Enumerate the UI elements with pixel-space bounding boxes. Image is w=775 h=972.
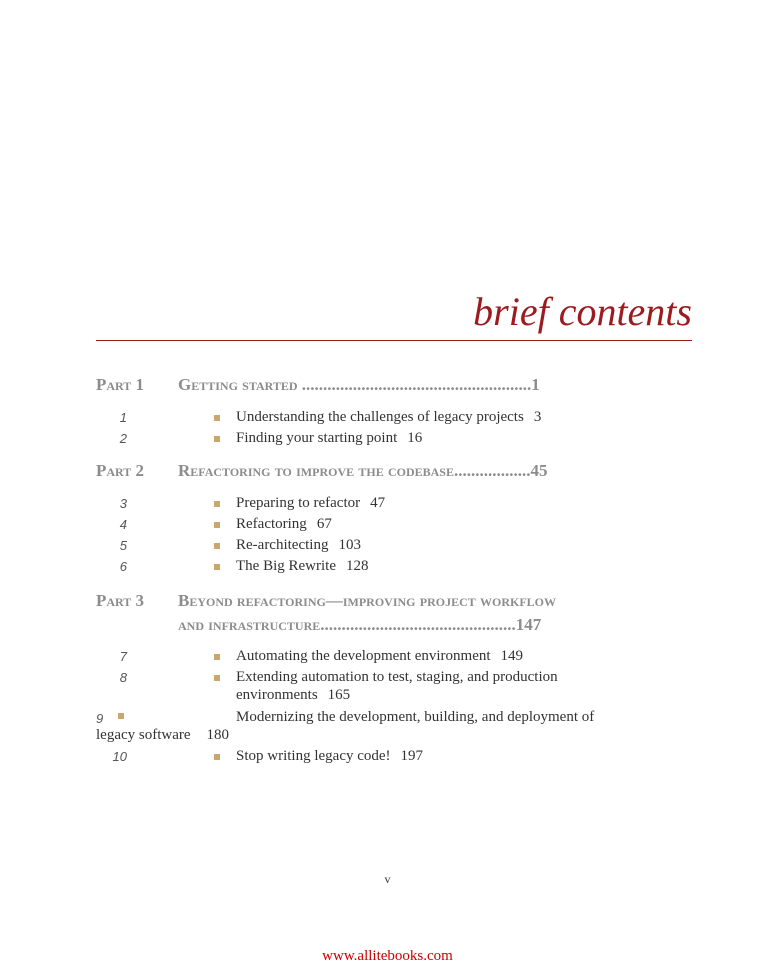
chapter-entry[interactable] <box>0 648 700 668</box>
chapter-entry[interactable] <box>0 430 700 450</box>
chapter-title-line <box>236 409 541 426</box>
part-title-line1: Beyond refactoring—improving project workflow <box>178 591 556 610</box>
bullet-square-icon <box>118 713 124 719</box>
part-label: Part 2 <box>96 461 145 480</box>
bullet-square-icon <box>214 543 220 549</box>
chapter-entry[interactable] <box>0 409 700 429</box>
chapter-number: 9 <box>96 711 104 726</box>
chapter-number: 3 <box>119 496 127 511</box>
chapter-title-line2 <box>96 727 229 744</box>
chapter-page: 149 <box>500 648 524 664</box>
chapter-page: 16 <box>407 430 423 446</box>
chapter-title-line <box>236 516 332 533</box>
bullet-square-icon <box>214 415 220 421</box>
leader-dots: ...................................................... <box>297 375 532 394</box>
part-page: 45 <box>530 461 548 480</box>
footer-link[interactable]: www.allitebooks.com <box>322 948 453 964</box>
leader-dots: .................. <box>454 461 531 480</box>
chapter-title: Preparing to refactor <box>236 495 361 511</box>
chapter-title-cont: environments <box>236 687 318 703</box>
part-title: and infrastructure <box>178 615 321 634</box>
part-label: Part 3 <box>96 591 145 610</box>
chapter-page: 197 <box>400 748 424 764</box>
chapter-number: 7 <box>119 649 127 664</box>
chapter-title-line2 <box>236 687 350 704</box>
bullet-square-icon <box>214 654 220 660</box>
part-heading <box>96 375 696 399</box>
chapter-title-line <box>236 430 422 447</box>
part-page: 147 <box>515 615 542 634</box>
chapter-number: 10 <box>112 749 127 764</box>
chapter-title: Extending automation to test, staging, and production <box>236 669 558 685</box>
chapter-title: The Big Rewrite <box>236 558 336 574</box>
bullet-square-icon <box>214 501 220 507</box>
chapter-title-line <box>236 558 368 575</box>
chapter-entry[interactable] <box>0 558 700 578</box>
chapter-entry[interactable] <box>0 748 700 768</box>
chapter-entry[interactable] <box>0 537 700 557</box>
bullet-square-icon <box>214 754 220 760</box>
page-title: brief contents <box>473 289 692 334</box>
chapter-number: 2 <box>119 431 127 446</box>
chapter-title: Modernizing the development, building, and deployment of <box>236 709 595 725</box>
chapter-number: 6 <box>119 559 127 574</box>
chapter-number: 1 <box>119 410 127 425</box>
part-page: 1 <box>531 375 540 394</box>
part-heading <box>96 591 696 639</box>
part-title-line2 <box>178 615 541 635</box>
chapter-title: Refactoring <box>236 516 307 532</box>
part-title: Refactoring to improve the codebase <box>178 461 454 480</box>
chapter-title-line <box>236 495 385 512</box>
part-title-line <box>178 461 548 481</box>
bullet-square-icon <box>214 675 220 681</box>
part-label: Part 1 <box>96 375 145 394</box>
chapter-title: Automating the development environment <box>236 648 491 664</box>
chapter-title-line <box>236 537 361 554</box>
part-title-line <box>178 375 540 395</box>
title-rule <box>96 340 692 341</box>
leader-dots: .............................................. <box>320 615 516 634</box>
chapter-page: 47 <box>370 495 386 511</box>
chapter-title-line <box>236 648 523 665</box>
chapter-entry[interactable] <box>0 516 700 536</box>
bullet-square-icon <box>214 564 220 570</box>
chapter-page: 128 <box>345 558 369 574</box>
page-numeral: v <box>384 872 391 886</box>
chapter-number: 8 <box>119 670 127 685</box>
chapter-entry[interactable] <box>0 495 700 515</box>
chapter-entry[interactable] <box>0 669 700 707</box>
chapter-page: 3 <box>533 409 542 425</box>
chapter-title-line <box>236 748 423 765</box>
part-heading <box>96 461 696 485</box>
chapter-page: 165 <box>327 687 351 703</box>
chapter-number: 5 <box>119 538 127 553</box>
chapter-number: 4 <box>119 517 127 532</box>
chapter-title: Re-architecting <box>236 537 329 553</box>
chapter-title-cont: legacy software <box>96 727 191 743</box>
bullet-square-icon <box>214 436 220 442</box>
chapter-page: 67 <box>316 516 332 532</box>
chapter-title: Stop writing legacy code! <box>236 748 391 764</box>
chapter-page: 103 <box>338 537 361 553</box>
chapter-title: Finding your starting point <box>236 430 398 446</box>
bullet-square-icon <box>214 522 220 528</box>
chapter-page: 180 <box>206 727 230 743</box>
chapter-title: Understanding the challenges of legacy projects <box>236 409 524 425</box>
part-title: Getting started <box>178 375 298 394</box>
